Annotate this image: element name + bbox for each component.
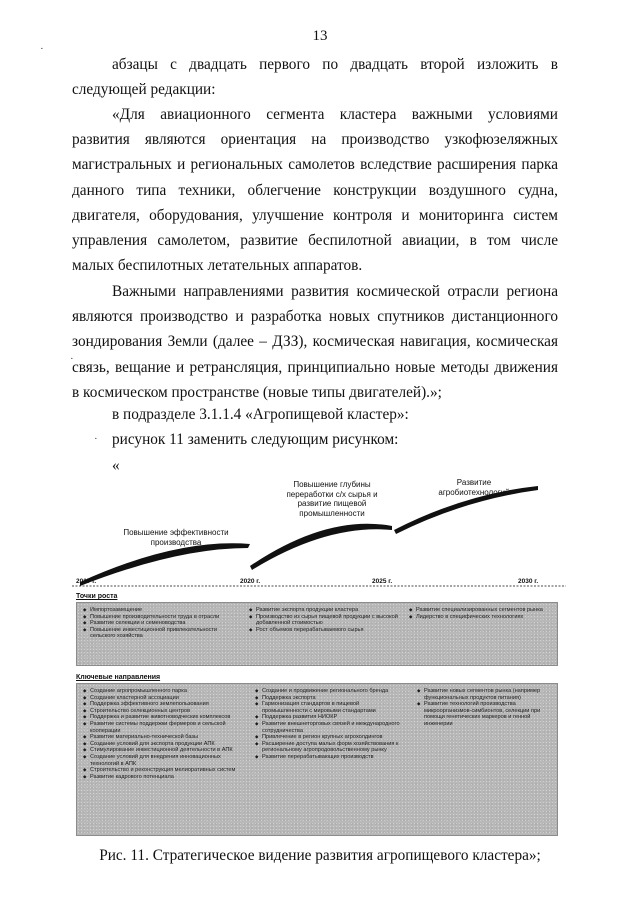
paragraph-subsection [72,402,558,427]
list-item: ◆ Развитие системы поддержки фермеров и сельской кооперации [83,721,241,734]
list-item: ◆ Создание условий для экспорта продукции АПК [83,741,241,748]
paragraph-intro [72,52,558,102]
paragraph-replace-figure [72,427,558,452]
scan-artifact: · [94,433,98,445]
paragraph-space [72,279,558,405]
paragraph-aviation [72,102,558,278]
strategy-figure [72,476,566,836]
paragraph-text: Важными направлениями развития космической отрасли региона являются производство и разработка новых спутников дистанционного зондирования Земли (далее – ДЗЗ), космическая навигация, космическая связь, вещание и ретрансляция, принципиально новые методы движения в космическом пространстве (новые типы двигателей).»; [72,283,558,401]
list-item: ◆ Развитие технологий производства микроорганизмов-симбионтов, селекции при помощи генетических маркеров и генной инженерии [417,701,549,727]
list-item: ◆ Развитие кадрового потенциала [83,774,241,781]
year-2020: 2020 г. [240,578,261,585]
list-item: ◆ Развитие материально-технической базы [83,734,241,741]
list-item: ◆ Развитие перерабатывающих производств [255,754,405,761]
directions-column-3 [417,688,549,728]
list-item: ◆ Поддержка и развитие животноводческих комплексов [83,714,241,721]
list-item: ◆ Производство из сырья пищевой продукции с высокой добавленной стоимостью [249,614,399,627]
key-directions-title: Ключевые направления [76,674,161,681]
growth-points-title: Точки роста [76,593,118,600]
paragraph-text: абзацы с двадцать первого по двадцать второй изложить в следующей редакции: [72,56,558,99]
stage-label-2: Повышение глубины переработки с/х сырья и развитие пищевой промышленности [286,480,378,518]
paragraph-text: « [112,457,120,474]
list-item: ◆ Привлечение в регион крупных агрохолдингов [255,734,405,741]
paragraph-open-quote [72,453,558,478]
list-item: ◆ Строительство и реконструкция мелиоративных систем [83,767,241,774]
growth-points-box [76,602,558,666]
list-item: ◆ Развитие новых сегментов рынка (например функциональных продуктов питания) [417,688,549,701]
year-2030: 2030 г. [518,578,539,585]
figure-caption: Рис. 11. Стратегическое видение развития агропищевого кластера»; [99,847,541,864]
paragraph-text: «Для авиационного сегмента кластера важными условиями развития являются ориентация на производство узкофюзеляжных магистральных и региональных самолетов вследствие расширения парка данного типа техники, облегчение конструкции воздушного судна, двигателя, оборудования, улучшение контроля и мониторинга систем управления самолетом, развитие беспилотной авиации, в том числе малых беспилотных летательных аппаратов. [72,106,558,275]
list-item: ◆ Рост объемов перерабатываемого сырья [249,627,399,634]
scan-artifact: · [40,43,44,55]
list-item: ◆ Поддержка развития НИОКР [255,714,405,721]
growth-column-1 [83,607,233,640]
list-item: ◆ Развитие внешнеторговых связей и международного сотрудничества [255,721,405,734]
page-number: 13 [312,28,328,44]
directions-column-1 [83,688,241,780]
list-item: ◆ Создание условий для внедрения инновационных технологий в АПК [83,754,241,767]
list-item: ◆ Лидерство в специфических технологиях [409,614,549,621]
year-2025: 2025 г. [372,578,393,585]
paragraph-text: рисунок 11 заменить следующим рисунком: [112,431,399,448]
list-item: ◆ Стимулирование инвестиционной деятельности в АПК [83,747,241,754]
list-item: ◆ Создание кластерной ассоциации [83,695,241,702]
list-item: ◆ Повышение инвестиционной привлекательности сельского хозяйства [83,627,233,640]
stage-label-3: Развитие агробиотехнологий [438,478,510,497]
list-item: ◆ Расширение доступа малых форм хозяйствования к региональному агропродовольственному рынку [255,741,405,754]
key-directions-box [76,683,558,836]
list-item: ◆ Развитие селекции и семеноводства [83,620,233,627]
scan-artifact: · [70,353,74,365]
paragraph-text: в подразделе 3.1.1.4 «Агропищевой кластер»: [112,406,409,423]
list-item: ◆ Создание и продвижение регионального бренда [255,688,405,695]
list-item: ◆ Повышение производительности труда в отрасли [83,614,233,621]
list-item: ◆ Гармонизация стандартов в пищевой промышленности с мировыми стандартами [255,701,405,714]
stage-label-1: Повышение эффективности производства [123,528,229,547]
list-item: ◆ Поддержка эффективного землепользования [83,701,241,708]
list-item: ◆ Развитие специализированных сегментов рынка [409,607,549,614]
list-item: ◆ Поддержка экспорта [255,695,405,702]
list-item: ◆ Строительство селекционных центров [83,708,241,715]
list-item: ◆ Создание агропромышленного парка [83,688,241,695]
directions-column-2 [255,688,405,761]
list-item: ◆ Развитие экспорта продукции кластера [249,607,399,614]
list-item: ◆ Импортозамещение [83,607,233,614]
growth-column-2 [249,607,399,633]
year-2017: 2017 г. [76,578,97,585]
growth-column-3 [409,607,549,620]
